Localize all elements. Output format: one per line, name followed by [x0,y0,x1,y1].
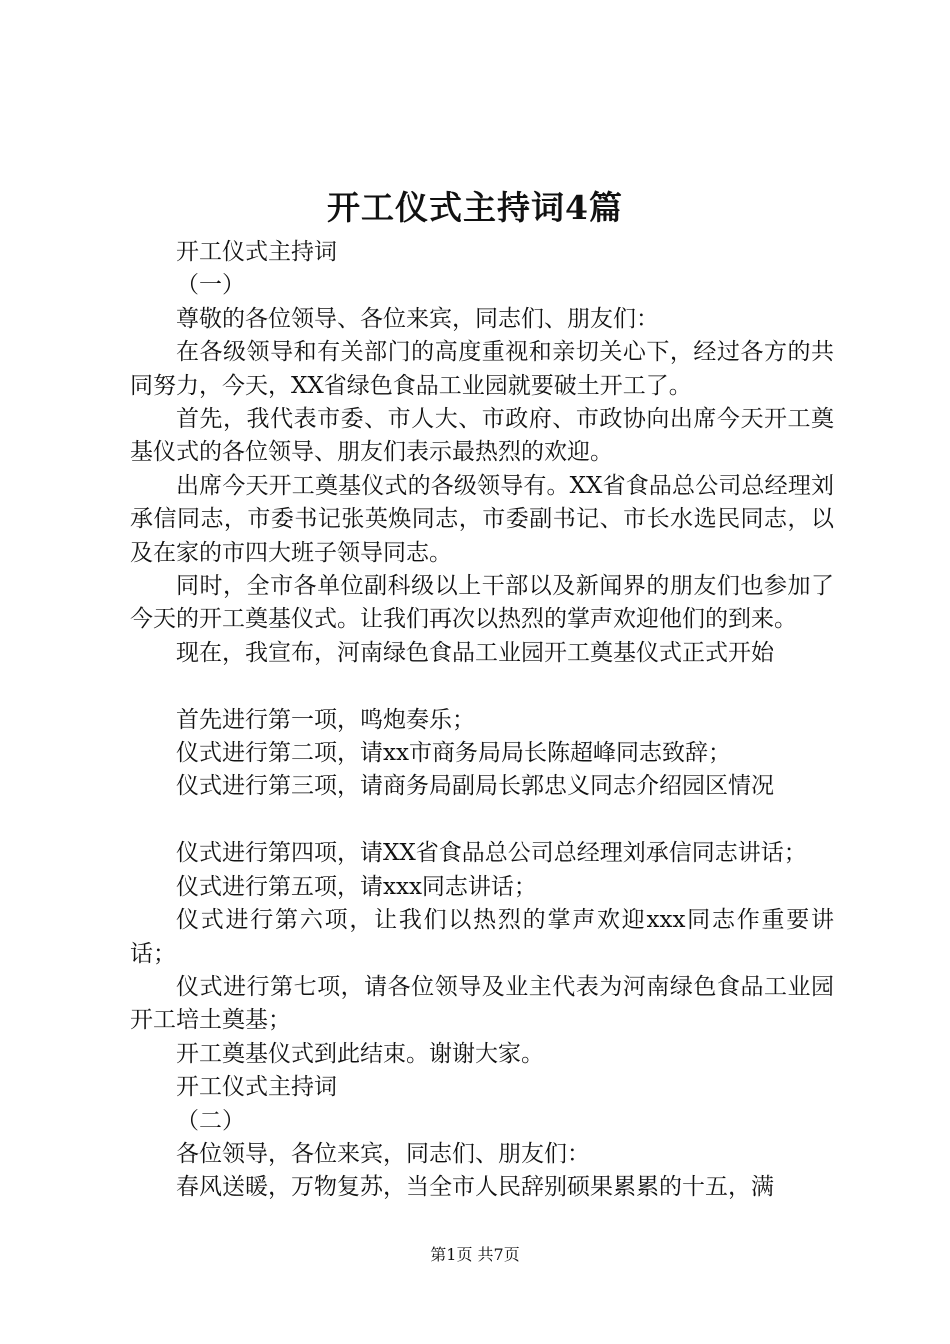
paragraph-greeting-1: 尊敬的各位领导、各位来宾，同志们、朋友们： [176,305,659,332]
page-footer: 第1页 共7页 [430,1245,520,1264]
paragraph-item: 仪式进行第三项，请商务局副局长郭忠义同志介绍园区情况 [176,773,774,800]
paragraph-section-1: （一） [176,272,245,299]
paragraph: 在各级领导和有关部门的高度重视和亲切关心下，经过各方的共同努力，今天，XX省绿色食品工业园就要破土开工了。 [130,339,834,399]
paragraph: 开工奠基仪式到此结束。谢谢大家。 [176,1040,544,1067]
paragraph-heading-1: 开工仪式主持词 [176,239,337,265]
paragraph-item: 仪式进行第二项，请xx市商务局局长陈超峰同志致辞； [176,740,731,767]
paragraph-item: 仪式进行第七项，请各位领导及业主代表为河南绿色食品工业园开工培土奠基； [130,973,834,1034]
paragraph-item: 首先进行第一项，鸣炮奏乐； [176,706,475,733]
paragraph-heading-2: 开工仪式主持词 [176,1074,337,1101]
paragraph: 出席今天开工奠基仪式的各级领导有。XX省食品总公司总经理刘承信同志，市委书记张英焕同志，市委副书记、市长水选民同志，以及在家的市四大班子领导同志。 [130,472,834,566]
document-body [130,236,834,1205]
paragraph: 首先，我代表市委、市人大、市政府、市政协向出席今天开工奠基仪式的各位领导、朋友们表示最热烈的欢迎。 [130,406,834,466]
paragraph: 春风送暖，万物复苏，当全市人民辞别硕果累累的十五，满 [176,1174,774,1201]
paragraph-item: 仪式进行第六项，让我们以热烈的掌声欢迎xxx同志作重要讲话； [130,907,834,967]
paragraph: 现在，我宣布，河南绿色食品工业园开工奠基仪式正式开始 [176,639,774,666]
paragraph-item: 仪式进行第四项，请XX省食品总公司总经理刘承信同志讲话； [176,840,807,867]
paragraph: 同时，全市各单位副科级以上干部以及新闻界的朋友们也参加了今天的开工奠基仪式。让我们再次以热烈的掌声欢迎他们的到来。 [130,573,834,633]
paragraph-section-2: （二） [176,1107,245,1134]
document-title: 开工仪式主持词4篇 [327,188,623,227]
paragraph-item: 仪式进行第五项，请xxx同志讲话； [176,873,537,900]
paragraph-greeting-2: 各位领导，各位来宾，同志们、朋友们： [176,1140,590,1167]
